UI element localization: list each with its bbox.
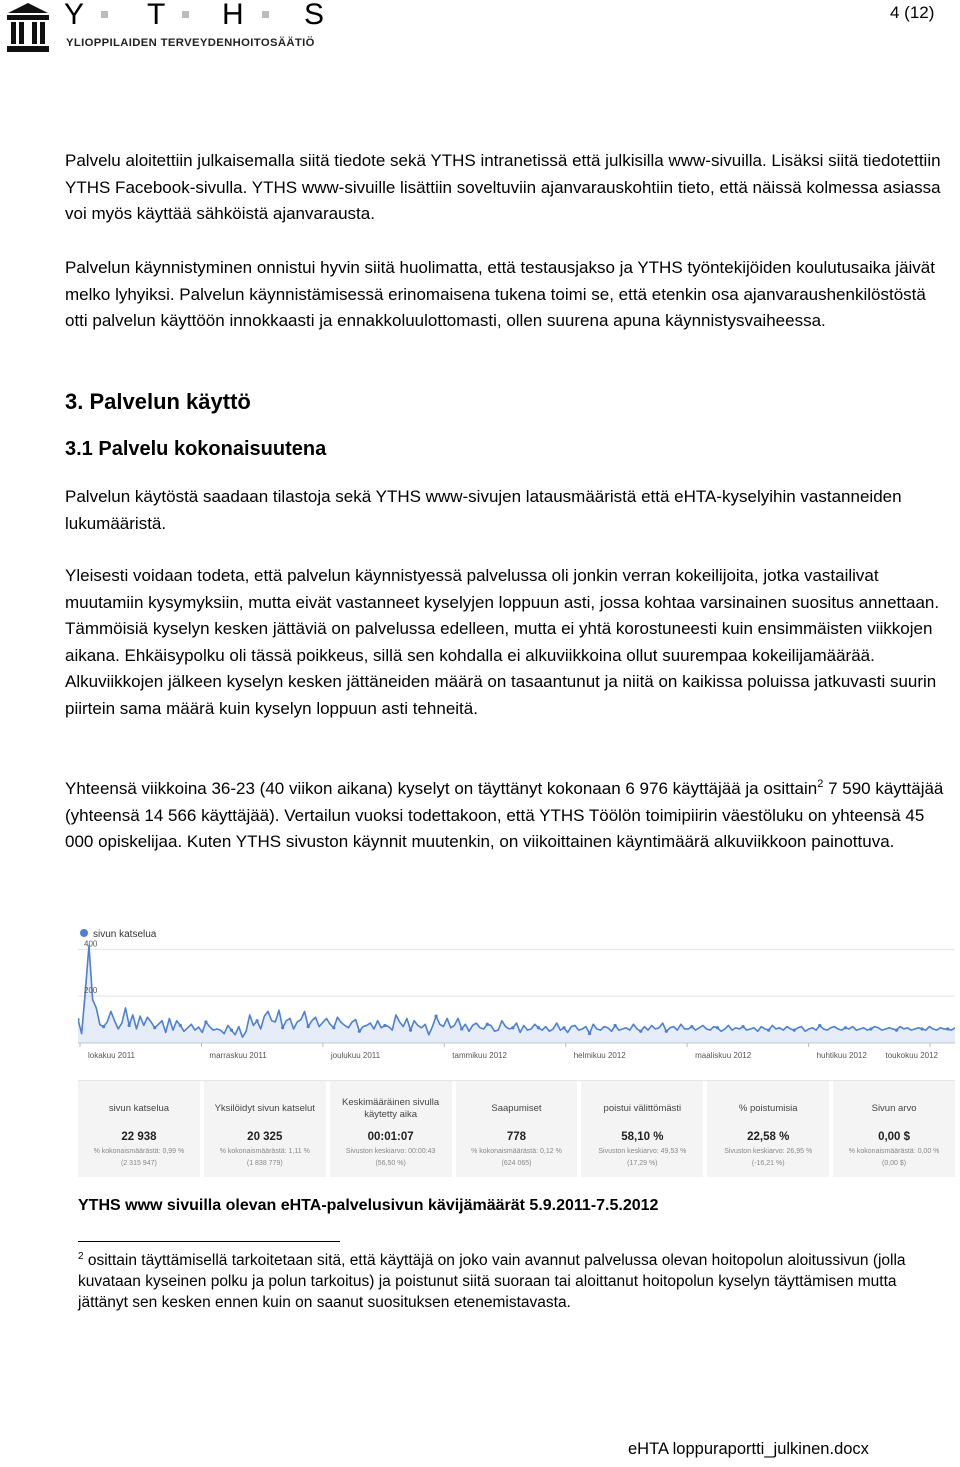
chart-point — [869, 1027, 872, 1030]
chart-point — [153, 1026, 156, 1029]
chart-point — [383, 1024, 386, 1027]
stat-column — [581, 1081, 703, 1177]
chart-point — [741, 1025, 744, 1028]
chart-point — [716, 1026, 719, 1029]
stat-total: (56,50 %) — [375, 1160, 406, 1167]
stat-label: Saapumiset — [491, 1103, 542, 1114]
footnote-marker: 2 — [78, 1251, 84, 1262]
stat-value: 778 — [506, 1131, 527, 1143]
y-tick-label: 400 — [84, 939, 98, 949]
yths-logo-icon — [4, 2, 52, 54]
x-tick-label: huhtikuu 2012 — [816, 1051, 867, 1060]
document-filename: eHTA loppuraportti_julkinen.docx — [628, 1440, 869, 1458]
chart-point — [281, 1026, 284, 1029]
stat-total: (2 315 947) — [121, 1160, 157, 1167]
chart-point — [486, 1023, 489, 1026]
stat-comparison: % kokonaismäärästä: 0,00 % — [848, 1148, 940, 1155]
chart-point — [179, 1024, 182, 1027]
stat-value: 22 938 — [121, 1131, 157, 1143]
logo-letter-s: S — [304, 0, 325, 31]
chart-point — [895, 1029, 898, 1032]
logo-dot — [101, 11, 108, 18]
stat-comparison: Sivuston keskiarvo: 00:00:43 — [345, 1148, 436, 1155]
stat-label: Sivun arvo — [871, 1103, 917, 1114]
chart-point — [614, 1024, 617, 1027]
stat-value: 0,00 $ — [878, 1131, 911, 1143]
chart-point — [921, 1027, 924, 1030]
footnote-separator — [78, 1241, 340, 1242]
paragraph-5-text-a: Yhteensä viikkoina 36-23 (40 viikon aikana) kyselyt on täyttänyt kokonaan 6 976 käyttäjää ja osittain — [65, 779, 818, 798]
chart-point — [102, 1025, 105, 1028]
stat-comparison: % kokonaismäärästä: 0,99 % — [93, 1148, 185, 1155]
stat-total: (17,29 %) — [627, 1160, 658, 1167]
stat-value: 22,58 % — [747, 1131, 790, 1143]
footnote-text: osittain täyttämisellä tarkoitetaan sitä, että käyttäjä on joko vain avannut palvelussa olevan hoitopolun aloitussivun (jolla kuvataan kyseinen polku ja polun tarkoitus) ja poistunut siitä suoraan tai aloittanut hoitopolun kyselyn täyttämisen mutta jättänyt sen kesken ennen kuin on saanut suosituksen etenemistavasta. — [78, 1252, 906, 1311]
chart-point — [793, 1029, 796, 1032]
chart-legend — [80, 929, 157, 940]
chart-point — [537, 1026, 540, 1029]
x-tick-label: marraskuu 2011 — [209, 1051, 267, 1060]
section-heading: 3. Palvelun käyttö — [65, 389, 251, 414]
stat-label: % poistumisia — [738, 1103, 798, 1114]
chart-point — [690, 1025, 693, 1028]
chart-point — [255, 1019, 258, 1022]
chart-point — [409, 1029, 412, 1032]
stat-column — [204, 1081, 326, 1177]
pageviews-chart — [78, 918, 955, 1068]
stat-column — [833, 1081, 955, 1177]
chart-point — [78, 1018, 80, 1021]
stat-total: (-16,21 %) — [751, 1160, 785, 1167]
chart-point — [818, 1024, 821, 1027]
x-tick-label: helmikuu 2012 — [573, 1051, 626, 1060]
logo-letter-h: H — [222, 0, 244, 31]
legend-label: sivun katselua — [93, 929, 157, 940]
logo-subtitle: YLIOPPILAIDEN TERVEYDENHOITOSÄÄTIÖ — [66, 37, 315, 49]
stats-table — [78, 1080, 955, 1177]
subsection-heading: 3.1 Palvelu kokonaisuutena — [65, 438, 327, 460]
chart-point — [332, 1026, 335, 1029]
chart-point — [511, 1026, 514, 1029]
chart-point — [946, 1027, 949, 1030]
stat-column — [456, 1081, 578, 1177]
stat-total: (624 065) — [501, 1160, 532, 1167]
chart-series-line — [78, 946, 955, 1037]
stat-label: sivun katselua — [108, 1103, 170, 1114]
stat-column — [330, 1081, 452, 1177]
chart-point — [358, 1030, 361, 1033]
stat-label: Keskimääräinen sivulla käytetty aika — [342, 1097, 440, 1120]
chart-point — [307, 1025, 310, 1028]
stat-value: 00:01:07 — [367, 1131, 414, 1143]
stat-comparison: Sivuston keskiarvo: 49,53 % — [598, 1148, 687, 1155]
chart-point — [204, 1020, 207, 1023]
chart-point — [460, 1027, 463, 1030]
stat-total: (0,00 $) — [882, 1160, 907, 1167]
chart-point — [435, 1014, 438, 1017]
legend-marker — [80, 929, 88, 937]
paragraph-2: Palvelun käynnistyminen onnistui hyvin siitä huolimatta, että testausjakso ja YTHS työntekijöiden koulutusaika jäivät melko lyhyiksi. Palvelun käynnistämisessä erinomaisena tukena toimi se, että etenkin osa ajanvaraushenkilöstöstä otti palvelun käyttöön innokkaasti ja ennakkoluulottomasti, ollen suurena apuna käynnistysvaiheessa. — [65, 258, 935, 330]
x-tick-label: toukokuu 2012 — [885, 1051, 938, 1060]
stat-comparison: % kokonaismäärästä: 1,11 % — [219, 1148, 310, 1155]
chart-point — [562, 1026, 565, 1029]
chart-point — [639, 1030, 642, 1033]
page-number: 4 (12) — [890, 3, 935, 22]
stat-comparison: Sivuston keskiarvo: 26,95 % — [724, 1148, 813, 1155]
stat-value: 20 325 — [247, 1131, 283, 1143]
paragraph-5 — [65, 776, 950, 856]
logo-wordmark — [64, 0, 336, 31]
x-tick-label: lokakuu 2011 — [88, 1051, 135, 1060]
chart-point — [665, 1030, 668, 1033]
paragraph-4: Yleisesti voidaan todeta, että palvelun käynnistyessä palvelussa oli jonkin verran kokeilijoita, jotka vastailivat muutamiin kysymyksiin, mutta eivät vastanneet kyselyjen loppuun asti, jossa kohtaa varsinainen suositus annettaan. Tämmöisiä kyselyn kesken jättäviä on palvelussa edelleen, mutta ei yhtä korostuneesti kuin ensimmäisten viikkojen aikana. Ehkäisypolku oli tässä poikkeus, sillä sen kohdalla ei alkuviikkoina ollut suurempaa kokeilijamäärää. Alkuviikkojen jälkeen kyselyn kesken jättäneiden määrä on tasaantunut ja niitä on kaikissa poluissa jatkuvasti suurin piirtein sama määrä kuin kyselyn loppuun asti tehneitä. — [65, 566, 940, 718]
paragraph-5-text-b: 7 590 käyttäjää (yhteensä 14 566 käyttäjää). Vertailun vuoksi todettakoon, että YTHS Töölön toimipiirin väestöluku on yhteensä 45 000 opiskelijaa. Kuten YTHS sivuston käynnit muutenkin, on viikoittainen käyntimäärä alkuviikkoon painottuva. — [65, 779, 944, 851]
x-tick-label: maaliskuu 2012 — [695, 1051, 752, 1060]
x-tick-label: joulukuu 2011 — [330, 1051, 381, 1060]
chart-point — [767, 1029, 770, 1032]
chart-point — [230, 1029, 233, 1032]
logo-letter-t: T — [147, 0, 166, 31]
figure-caption: YTHS www sivuilla olevan eHTA-palvelusivun kävijämäärät 5.9.2011-7.5.2012 — [78, 1197, 659, 1214]
stat-label: Yksilöidyt sivun katselut — [214, 1103, 315, 1114]
y-tick-label: 200 — [84, 986, 98, 996]
chart-x-ticks — [80, 1043, 939, 1060]
footnote — [78, 1250, 938, 1313]
chart-point — [128, 1024, 131, 1027]
paragraph-3: Palvelun käytöstä saadaan tilastoja sekä YTHS www-sivujen latausmääristä että eHTA-kyselyihin vastanneiden lukumääristä. — [65, 487, 902, 533]
stat-comparison: % kokonaismäärästä: 0,12 % — [471, 1148, 562, 1155]
footnote-ref: 2 — [817, 778, 824, 790]
logo-letter-y: Y — [64, 0, 85, 31]
paragraph-1: Palvelu aloitettiin julkaisemalla siitä tiedote sekä YTHS intranetissä että julkisilla www-sivuilla. Lisäksi siitä tiedotettiin YTHS Facebook-sivulla. YTHS www-sivuille lisättiin soveltuviin ajanvarauskohtiin tieto, että näissä kolmessa asiassa voi myös käyttää sähköistä ajanvarausta. — [65, 151, 941, 223]
stat-column — [707, 1081, 829, 1177]
chart-point — [844, 1026, 847, 1029]
logo-dot — [262, 11, 269, 18]
stat-total: (1 838 779) — [246, 1160, 283, 1167]
stat-label: poistui välittömästi — [603, 1103, 682, 1114]
x-tick-label: tammikuu 2012 — [452, 1051, 507, 1060]
chart-point — [588, 1032, 591, 1035]
logo-dot — [182, 11, 189, 18]
stat-column — [78, 1081, 200, 1177]
stat-value: 58,10 % — [621, 1131, 664, 1143]
